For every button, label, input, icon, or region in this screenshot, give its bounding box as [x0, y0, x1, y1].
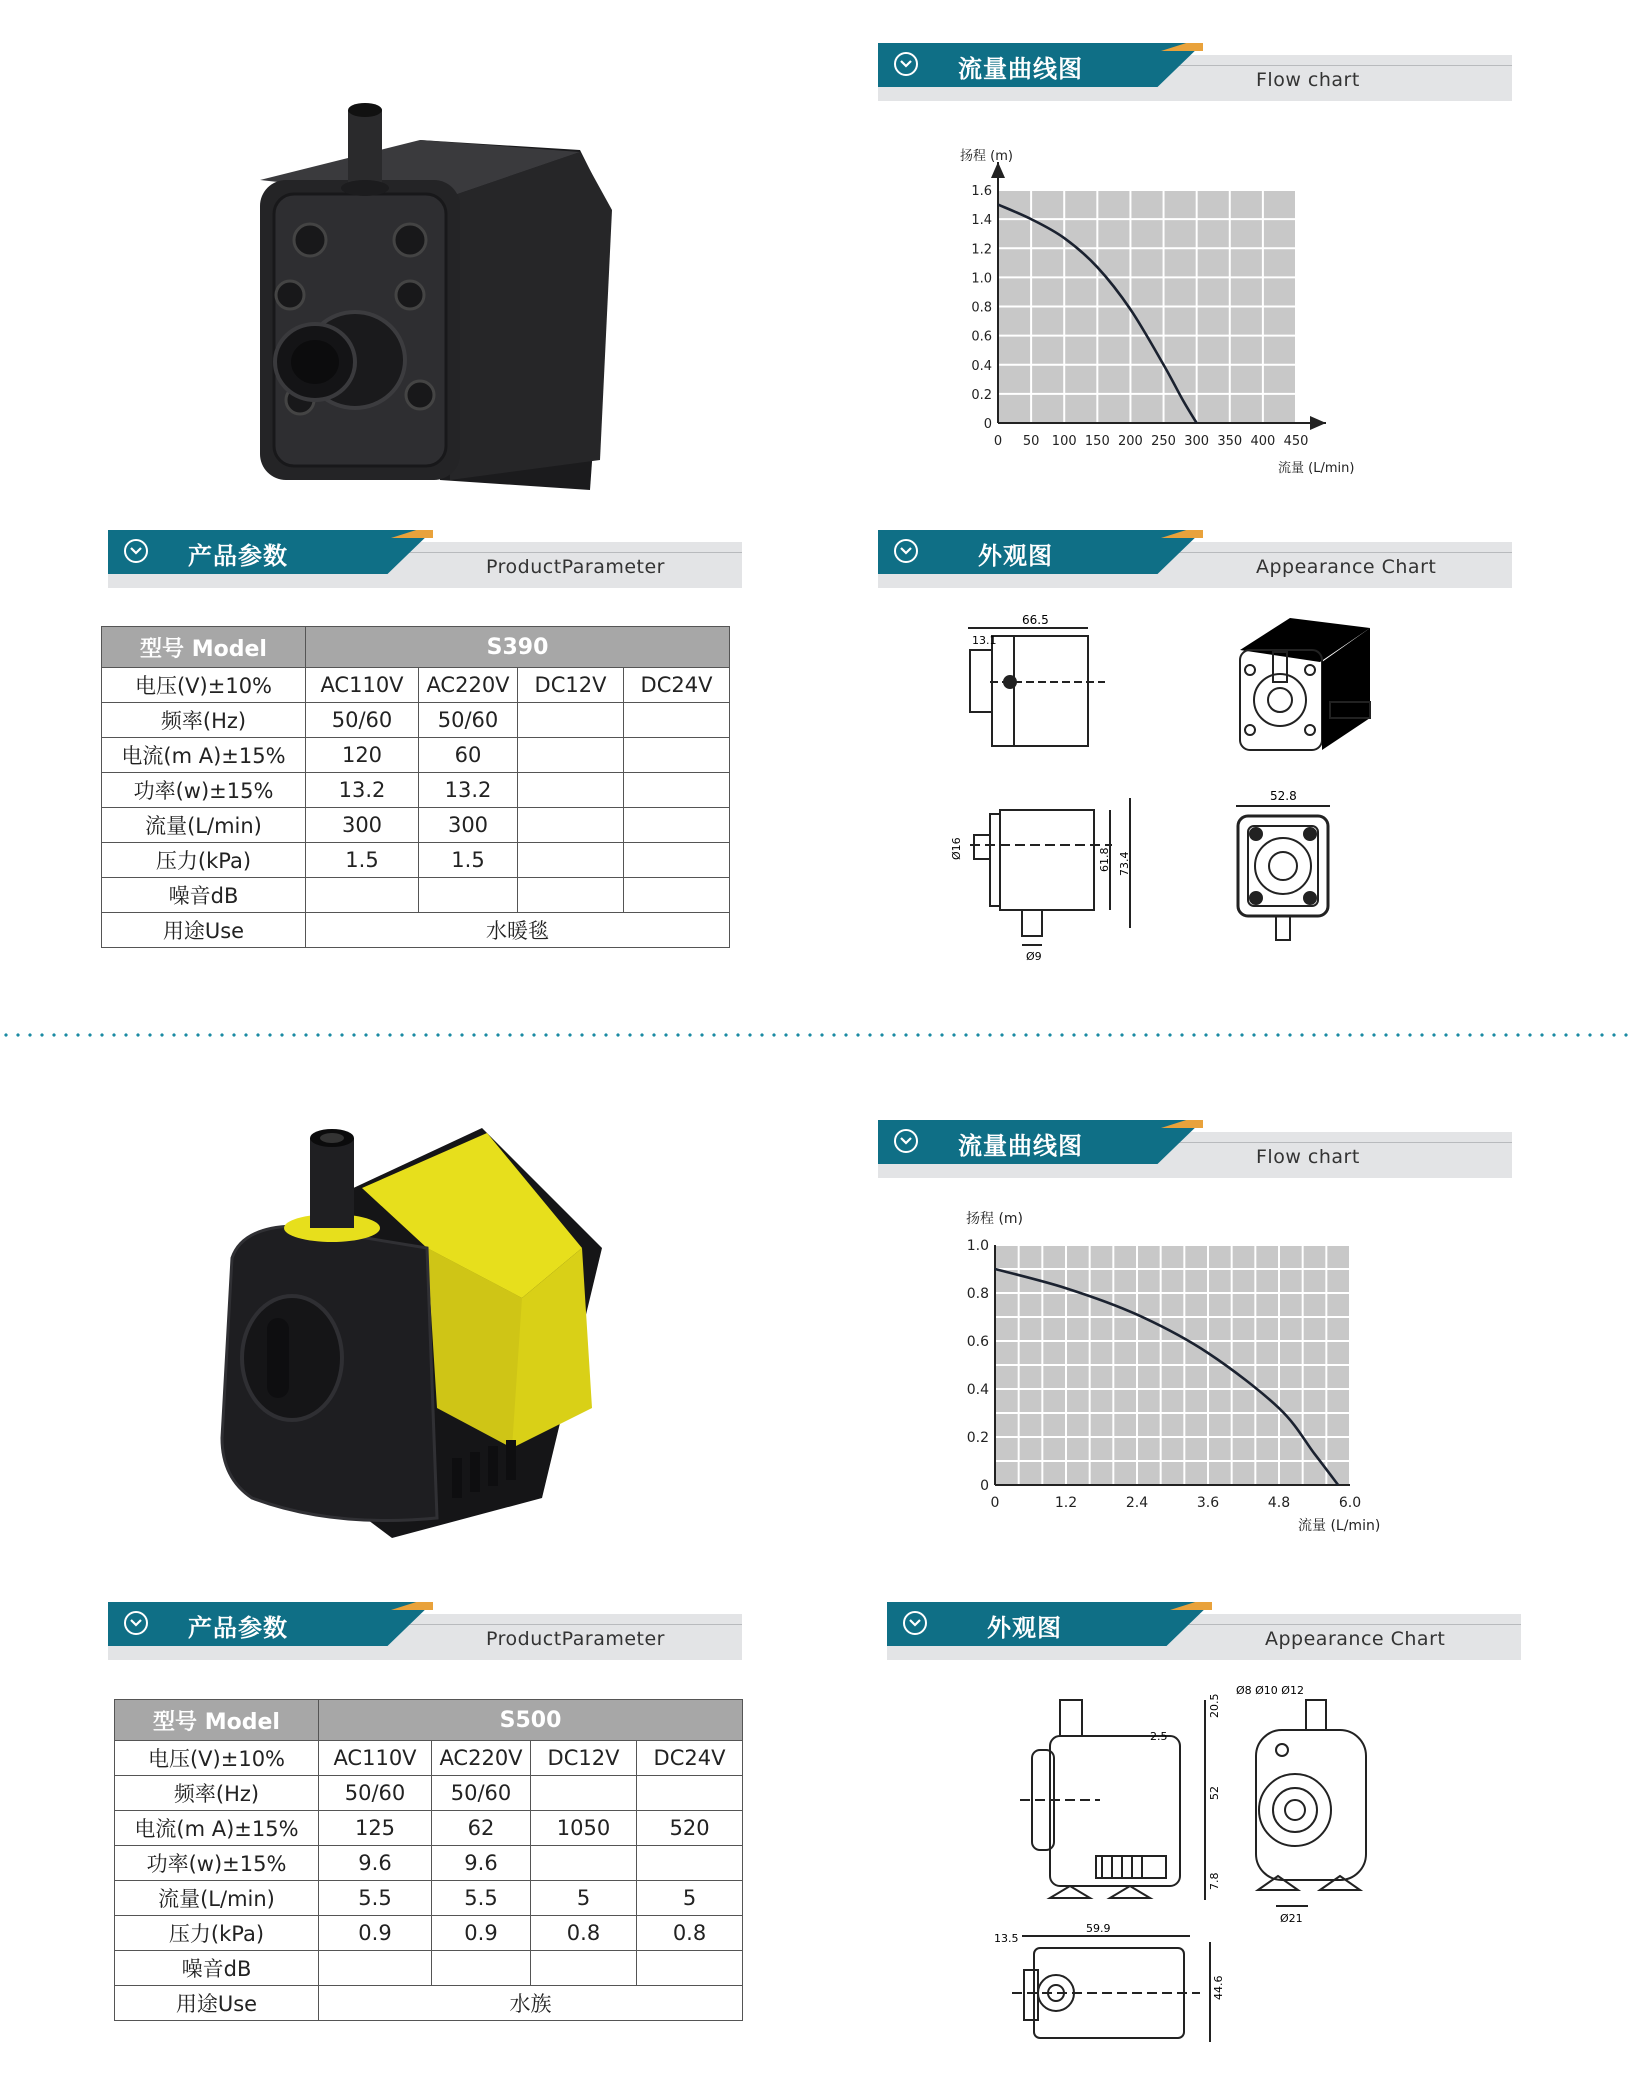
- y-tick-label: 1.2: [971, 242, 992, 258]
- front-view: [1236, 1684, 1366, 1925]
- row-label: 电流(m A)±15%: [102, 738, 306, 773]
- row-label: 电流(m A)±15%: [115, 1811, 319, 1846]
- dim-label: Ø16: [950, 837, 963, 860]
- y-tick-label: 0: [980, 1478, 989, 1494]
- row-label: 压力(kPa): [102, 843, 306, 878]
- section-title-en: ProductParameter: [486, 556, 665, 578]
- x-tick-label: 50: [1022, 434, 1040, 449]
- appearance-drawing-s500: [990, 1680, 1410, 2050]
- cell: 0.9: [319, 1916, 432, 1951]
- x-tick-label: 100: [1051, 434, 1077, 449]
- cell: 5.5: [319, 1881, 432, 1916]
- table-row: [115, 1811, 743, 1846]
- cell: 1.5: [306, 843, 419, 878]
- table-row: [115, 1776, 743, 1811]
- dim-label: 13.5: [994, 1932, 1019, 1945]
- side-view: [1020, 1694, 1221, 1901]
- cell: [637, 1776, 743, 1811]
- model-label: 型号 Model: [115, 1700, 319, 1741]
- y-tick-label: 0.2: [966, 1430, 989, 1446]
- y-tick-label: 0.6: [966, 1334, 989, 1350]
- x-axis-label: 流量 (L/min): [1298, 1518, 1381, 1534]
- cell: DC24V: [624, 668, 730, 703]
- appearance-drawing-s390: [930, 610, 1450, 990]
- cell: 50/60: [432, 1776, 531, 1811]
- section-title-cn: 外观图: [978, 542, 1053, 570]
- side-view-top: [968, 613, 1105, 746]
- cell: 13.2: [419, 773, 518, 808]
- row-label: 流量(L/min): [102, 808, 306, 843]
- section-title-en: Appearance Chart: [1256, 556, 1437, 578]
- row-label: 频率(Hz): [115, 1776, 319, 1811]
- cell: 60: [419, 738, 518, 773]
- iso-view: [1240, 618, 1370, 750]
- cell: 1050: [531, 1811, 637, 1846]
- dim-label: 7.8: [1208, 1872, 1221, 1890]
- dim-label: 20.5: [1208, 1693, 1221, 1718]
- flow-curve-chart-s390: [960, 145, 1420, 495]
- chevron-down-icon: [124, 539, 148, 563]
- cell: 50/60: [419, 703, 518, 738]
- x-tick-label: 1.2: [1054, 1495, 1078, 1511]
- appearance-chart-header: [878, 530, 1512, 590]
- cell: DC12V: [531, 1741, 637, 1776]
- y-tick-label: 1.0: [966, 1238, 989, 1254]
- cell: 120: [306, 738, 419, 773]
- cell: [419, 878, 518, 913]
- y-tick-label: 0.6: [971, 329, 992, 345]
- product-photo-s390: [240, 100, 620, 490]
- cell: 0.8: [637, 1916, 743, 1951]
- cell: 0.8: [531, 1916, 637, 1951]
- section-title-cn: 产品参数: [188, 1614, 288, 1642]
- dim-label: 13.1: [972, 634, 997, 647]
- x-axis-arrow: [1310, 416, 1326, 430]
- cell: [624, 703, 730, 738]
- cell: [637, 1846, 743, 1881]
- x-tick-label: 2.4: [1125, 1495, 1149, 1511]
- x-tick-label: 3.6: [1196, 1495, 1220, 1511]
- chevron-down-icon: [894, 1129, 918, 1153]
- cell: [624, 773, 730, 808]
- cell: [531, 1776, 637, 1811]
- spec-rows: [102, 668, 730, 948]
- cell: 5.5: [432, 1881, 531, 1916]
- cell: [624, 843, 730, 878]
- cell: AC220V: [419, 668, 518, 703]
- table-row: [102, 843, 730, 878]
- dim-label: Ø21: [1280, 1912, 1303, 1925]
- cell: [518, 843, 624, 878]
- x-axis-label: 流量 (L/min): [1278, 461, 1355, 476]
- row-label: 用途Use: [102, 913, 306, 948]
- row-label: 噪音dB: [115, 1951, 319, 1986]
- dim-label: 61.8: [1098, 847, 1111, 872]
- y-tick-label: 1.4: [971, 213, 992, 229]
- dim-label: 52.8: [1270, 789, 1297, 803]
- cell: 62: [432, 1811, 531, 1846]
- table-row: [102, 738, 730, 773]
- chevron-down-icon: [894, 52, 918, 76]
- cell: [518, 738, 624, 773]
- cell: [518, 703, 624, 738]
- y-tick-label: 0.4: [971, 358, 992, 374]
- cell: [531, 1846, 637, 1881]
- cell: AC110V: [319, 1741, 432, 1776]
- row-label: 压力(kPa): [115, 1916, 319, 1951]
- spec-table-s390: [101, 626, 730, 948]
- section-title-en: Flow chart: [1256, 69, 1360, 91]
- dim-label: Ø8 Ø10 Ø12: [1236, 1684, 1304, 1697]
- cell: [518, 808, 624, 843]
- dim-label: Ø9: [1026, 950, 1042, 963]
- cell: [624, 878, 730, 913]
- y-tick-label: 0.2: [971, 387, 992, 403]
- row-label: 用途Use: [115, 1986, 319, 2021]
- x-tick-label: 400: [1250, 434, 1276, 449]
- x-tick-label: 250: [1151, 434, 1176, 449]
- x-tick-label: 150: [1084, 434, 1110, 449]
- product-photo-s500: [212, 1118, 612, 1538]
- x-tick-label: 0: [993, 434, 1003, 449]
- x-tick-label: 0: [990, 1495, 1000, 1511]
- flow-chart-header: [878, 1120, 1512, 1180]
- model-label: 型号 Model: [102, 627, 306, 668]
- x-tick-label: 300: [1184, 434, 1210, 449]
- table-row: [102, 808, 730, 843]
- table-row: [115, 1846, 743, 1881]
- cell: [531, 1951, 637, 1986]
- x-tick-label: 450: [1283, 434, 1309, 449]
- row-label: 频率(Hz): [102, 703, 306, 738]
- table-header-row: [102, 627, 730, 668]
- table-row: [102, 913, 730, 948]
- row-label: 电压(V)±10%: [115, 1741, 319, 1776]
- section-title-en: Flow chart: [1256, 1146, 1360, 1168]
- model-value: S390: [306, 627, 730, 668]
- section-title-cn: 流量曲线图: [958, 1132, 1083, 1160]
- y-tick-label: 1.6: [971, 184, 992, 199]
- table-row: [102, 668, 730, 703]
- cell: DC24V: [637, 1741, 743, 1776]
- y-tick-label: 1.0: [971, 271, 992, 287]
- x-tick-label: 6.0: [1338, 1495, 1362, 1511]
- y-tick-label: 0: [983, 417, 992, 432]
- y-axis-label: 扬程 (m): [966, 1211, 1024, 1227]
- dim-label: 2.5: [1150, 1730, 1168, 1743]
- x-tick-label: 350: [1217, 434, 1243, 449]
- y-tick-label: 0.8: [971, 300, 992, 316]
- cell: DC12V: [518, 668, 624, 703]
- product-parameter-header: [108, 530, 742, 590]
- y-tick-label: 0.4: [966, 1382, 989, 1398]
- cell: 1.5: [419, 843, 518, 878]
- dim-label: 66.5: [1022, 613, 1049, 627]
- table-row: [115, 1916, 743, 1951]
- cell: [306, 878, 419, 913]
- cell: [518, 878, 624, 913]
- cell: [624, 738, 730, 773]
- y-tick-label: 0.8: [966, 1286, 989, 1302]
- cell: 13.2: [306, 773, 419, 808]
- cell: [518, 773, 624, 808]
- dim-label: 52: [1208, 1786, 1221, 1800]
- cell: 9.6: [319, 1846, 432, 1881]
- cell: 9.6: [432, 1846, 531, 1881]
- row-label: 流量(L/min): [115, 1881, 319, 1916]
- table-row: [115, 1881, 743, 1916]
- section-title-en: ProductParameter: [486, 1628, 665, 1650]
- row-label: 噪音dB: [102, 878, 306, 913]
- table-row: [115, 1951, 743, 1986]
- y-axis-label: 扬程 (m): [960, 149, 1013, 164]
- bottom-view: [994, 1922, 1225, 2042]
- cell: 125: [319, 1811, 432, 1846]
- cell: 520: [637, 1811, 743, 1846]
- side-view-bottom: [950, 798, 1131, 963]
- cell: [432, 1951, 531, 1986]
- table-header-row: [115, 1700, 743, 1741]
- table-row: [115, 1741, 743, 1776]
- dim-label: 44.6: [1212, 1975, 1225, 2000]
- section-divider: [0, 1033, 1636, 1037]
- table-row: [115, 1986, 743, 2021]
- x-tick-label: 200: [1118, 434, 1143, 449]
- cell: [624, 808, 730, 843]
- product-parameter-header: [108, 1602, 742, 1662]
- y-axis-arrow: [991, 162, 1005, 178]
- row-label: 电压(V)±10%: [102, 668, 306, 703]
- section-title-cn: 产品参数: [188, 542, 288, 570]
- section-title-en: Appearance Chart: [1265, 1628, 1446, 1650]
- cell: 0.9: [432, 1916, 531, 1951]
- dim-label: 59.9: [1086, 1922, 1111, 1935]
- cell: 50/60: [319, 1776, 432, 1811]
- spec-rows: [115, 1741, 743, 2021]
- front-view: [1236, 789, 1330, 940]
- flow-chart-header: [878, 43, 1512, 103]
- cell: [319, 1951, 432, 1986]
- usage-value: 水暖毯: [306, 913, 730, 948]
- cell: 50/60: [306, 703, 419, 738]
- table-row: [102, 703, 730, 738]
- appearance-chart-header: [887, 1602, 1521, 1662]
- table-row: [102, 773, 730, 808]
- section-title-cn: 流量曲线图: [958, 55, 1083, 83]
- cell: [637, 1951, 743, 1986]
- spec-table-s500: [114, 1699, 743, 2021]
- row-label: 功率(w)±15%: [115, 1846, 319, 1881]
- cell: AC220V: [432, 1741, 531, 1776]
- row-label: 功率(w)±15%: [102, 773, 306, 808]
- section-title-cn: 外观图: [987, 1614, 1062, 1642]
- dim-label: 73.4: [1118, 851, 1131, 876]
- cell: 300: [306, 808, 419, 843]
- x-tick-label: 4.8: [1267, 1495, 1291, 1511]
- cell: 300: [419, 808, 518, 843]
- chevron-down-icon: [903, 1611, 927, 1635]
- flow-curve-chart-s500: [960, 1205, 1430, 1555]
- chevron-down-icon: [124, 1611, 148, 1635]
- cell: 5: [637, 1881, 743, 1916]
- cell: 5: [531, 1881, 637, 1916]
- cell: AC110V: [306, 668, 419, 703]
- model-value: S500: [319, 1700, 743, 1741]
- chevron-down-icon: [894, 539, 918, 563]
- usage-value: 水族: [319, 1986, 743, 2021]
- table-row: [102, 878, 730, 913]
